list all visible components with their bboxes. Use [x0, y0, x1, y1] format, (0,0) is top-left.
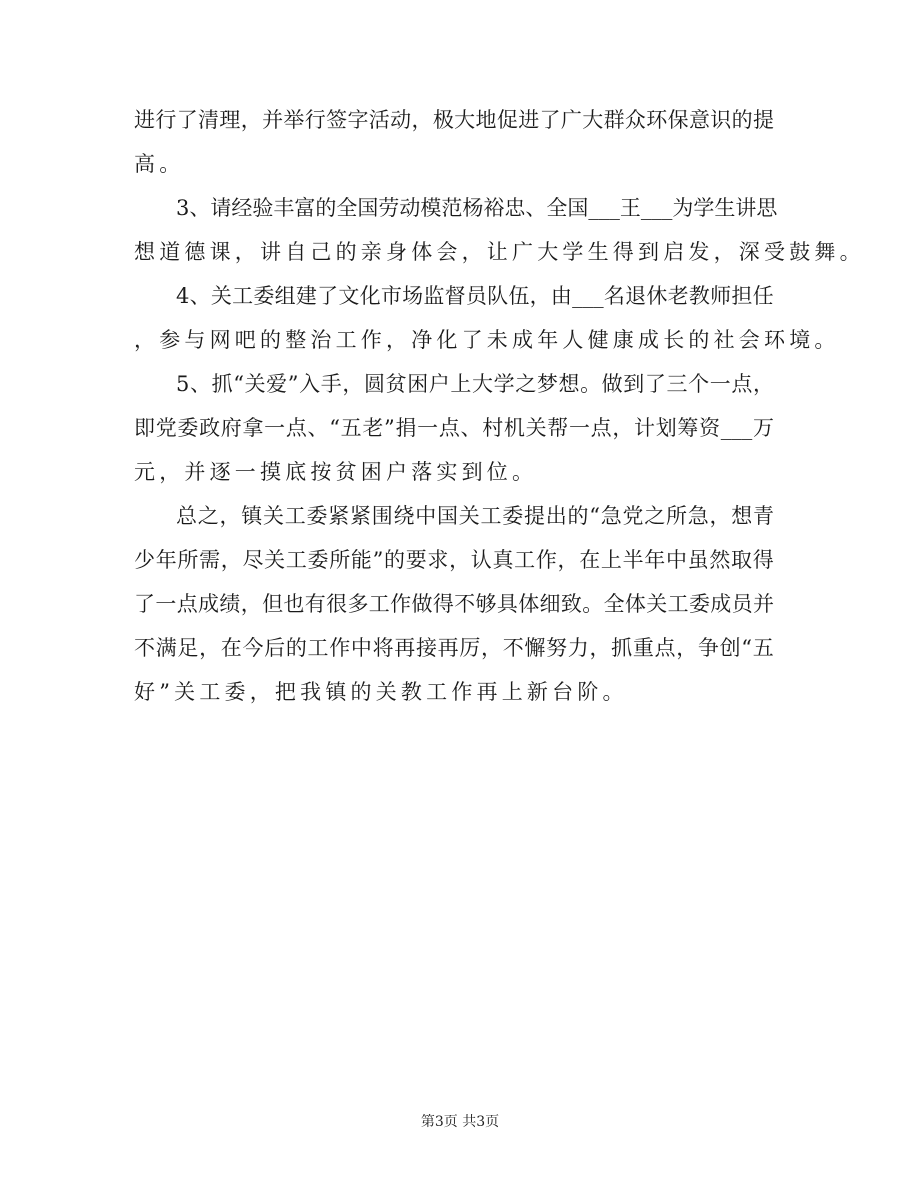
- text-line: 好”关工委，把我镇的关教工作再上新台阶。: [134, 680, 628, 704]
- document-body: [134, 98, 865, 714]
- text-line: 进 行 了 清 理 ， 并 举 行 签 字 活 动 ， 极 大 地 促 进 了 广 大 群 众 环 保 意 识 的 提: [134, 108, 774, 132]
- page-number: 第3页 共3页: [420, 1114, 500, 1130]
- text-line: 少 年 所 需 ， 尽 关 工 委 所 能 ” 的 要 求 ， 认 真 工 作 ， 在 上 半 年 中 虽 然 取 得: [134, 548, 774, 572]
- text-line: 5 、 抓 “ 关 爱 ” 入 手 ， 圆 贫 困 户 上 大 学 之 梦 想 。 做 到 了 三 个 一 点 ，: [176, 372, 774, 396]
- text-line: 即 党 委 政 府 拿 一 点 、 “ 五 老 ” 捐 一 点 、 村 机 关 帮 一 点 ， 计 划 筹 资 ___ 万: [134, 416, 774, 440]
- text-line: 想道德课，讲自己的亲身体会，让广大学生得到启发，深受鼓舞。: [134, 240, 865, 264]
- text-line: 高。: [134, 152, 185, 176]
- text-line: 元，并逐一摸底按贫困户落实到位。: [134, 460, 538, 484]
- text-line: 不 满 足 ， 在 今 后 的 工 作 中 将 再 接 再 厉 ， 不 懈 努 力 ， 抓 重 点 ， 争 创 “ 五: [134, 636, 774, 660]
- text-line: 3 、 请 经 验 丰 富 的 全 国 劳 动 模 范 杨 裕 忠 、 全 国 ___ 王 ___ 为 学 生 讲 思: [176, 196, 778, 220]
- text-line: ，参与网吧的整治工作，净化了未成年人健康成长的社会环境。: [134, 328, 840, 352]
- text-line: 了 一 点 成 绩 ， 但 也 有 很 多 工 作 做 得 不 够 具 体 细 致 。 全 体 关 工 委 成 员 并: [134, 592, 774, 616]
- text-line: 总 之 ， 镇 关 工 委 紧 紧 围 绕 中 国 关 工 委 提 出 的 “ 急 党 之 所 急 ， 想 青: [176, 504, 774, 528]
- text-line: 4 、 关 工 委 组 建 了 文 化 市 场 监 督 员 队 伍 ， 由 ___ 名 退 休 老 教 师 担 任: [176, 284, 774, 308]
